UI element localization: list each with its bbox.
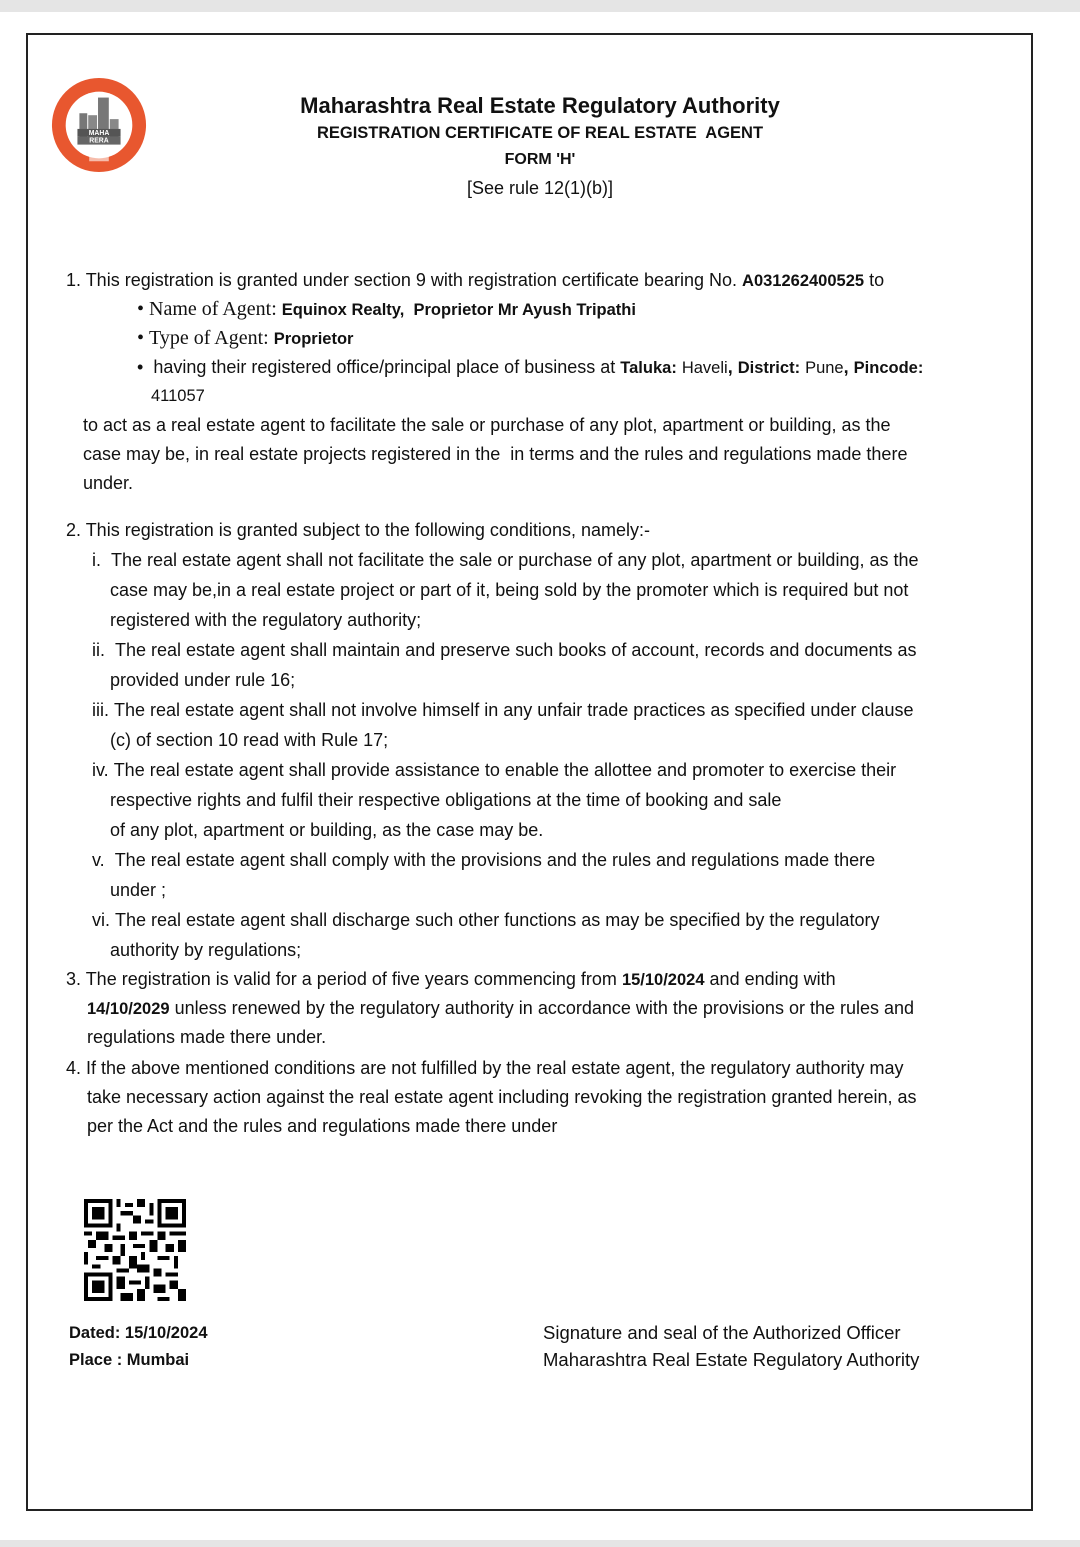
pincode-value: 411057 [151,387,205,405]
condition-line: case may be,in a real estate project or part of it, being sold by the promoter which is required but not [110,580,909,600]
condition-iii: iii. The real estate agent shall not involve himself in any unfair trade practices as specified under clause [92,700,914,720]
certificate-header [240,92,840,203]
taluka-value: Haveli [681,359,728,377]
clause-4-line: 4. If the above mentioned conditions are not fulfilled by the real estate agent, the regulatory authority may [66,1058,904,1078]
condition-iv: iv. The real estate agent shall provide assistance to enable the allottee and promoter to exercise their [92,760,897,780]
authority-title: Maharashtra Real Estate Regulatory Authority [300,93,780,118]
clause-3-line: regulations made there under. [87,1027,327,1047]
signature-block [543,1319,919,1373]
agent-type: Proprietor [273,330,354,348]
maharera-logo-icon [50,76,148,174]
qr-code-icon [84,1199,186,1301]
clause-1-body-line: to act as a real estate agent to facilitate the sale or purchase of any plot, apartment or building, as the [83,415,891,435]
agent-address-row: • having their registered office/principal place of business at Taluka: Haveli, District: Pune, Pincode: [137,357,924,377]
issue-info [69,1320,208,1374]
clause-3-line: 14/10/2029 unless renewed by the regulatory authority in accordance with the provisions or the rules and [87,998,915,1018]
condition-line: (c) of section 10 read with Rule 17; [110,730,389,750]
svg-text:RERA: RERA [89,137,109,145]
signature-authority: Maharashtra Real Estate Regulatory Authority [543,1349,920,1370]
agent-type-row: • Type of Agent: Proprietor [137,327,354,349]
condition-v: v. The real estate agent shall comply with the provisions and the rules and regulations made there [92,850,876,870]
clause-2-intro: 2. This registration is granted subject to the following conditions, namely:- [66,520,650,540]
place: Place : Mumbai [69,1351,190,1369]
district-value: Pune [805,359,844,377]
condition-line: authority by regulations; [110,940,302,960]
clause-1-intro: 1. This registration is granted under section 9 with registration certificate bearing No. A031262400525 to [66,270,885,290]
validity-start-date: 15/10/2024 [621,971,705,989]
condition-line: provided under rule 16; [110,670,296,690]
condition-line: respective rights and fulfil their respective obligations at the time of booking and sale [110,790,782,810]
certificate-subtitle: REGISTRATION CERTIFICATE OF REAL ESTATE AGENT [316,124,764,142]
bottom-bar [0,1540,1080,1547]
validity-end-date: 14/10/2029 [87,1000,170,1018]
form-label: FORM 'H' [504,151,576,168]
dated: Dated: 15/10/2024 [69,1324,208,1342]
clause-1-body-line: under. [83,473,134,493]
clause-1-body-line: case may be, in real estate projects registered in the in terms and the rules and regulations made there [83,444,908,464]
signature-line: Signature and seal of the Authorized Officer [543,1322,901,1343]
rule-reference: [See rule 12(1)(b)] [466,178,614,198]
clause-3-line: 3. The registration is valid for a period of five years commencing from 15/10/2024 and ending with [66,969,836,989]
condition-ii: ii. The real estate agent shall maintain and preserve such books of account, records and documents as [92,640,917,660]
condition-vi: vi. The real estate agent shall discharge such other functions as may be specified by the regulatory [92,910,880,930]
condition-line: of any plot, apartment or building, as the case may be. [110,820,544,840]
clause-4-line: per the Act and the rules and regulations made there under [87,1116,558,1136]
clause-4-line: take necessary action against the real estate agent including revoking the registration granted herein, as [87,1087,917,1107]
top-bar [0,0,1080,12]
condition-line: under ; [110,880,167,900]
agent-name-row: • Name of Agent: Equinox Realty, Proprietor Mr Ayush Tripathi [137,298,636,320]
svg-text:MAHA: MAHA [88,129,110,137]
registration-number: A031262400525 [742,272,865,290]
agent-name: Equinox Realty, Proprietor Mr Ayush Tripathi [281,301,636,319]
condition-line: registered with the regulatory authority; [110,610,422,630]
condition-i: i. The real estate agent shall not facilitate the sale or purchase of any plot, apartment or building, as the [92,550,919,570]
